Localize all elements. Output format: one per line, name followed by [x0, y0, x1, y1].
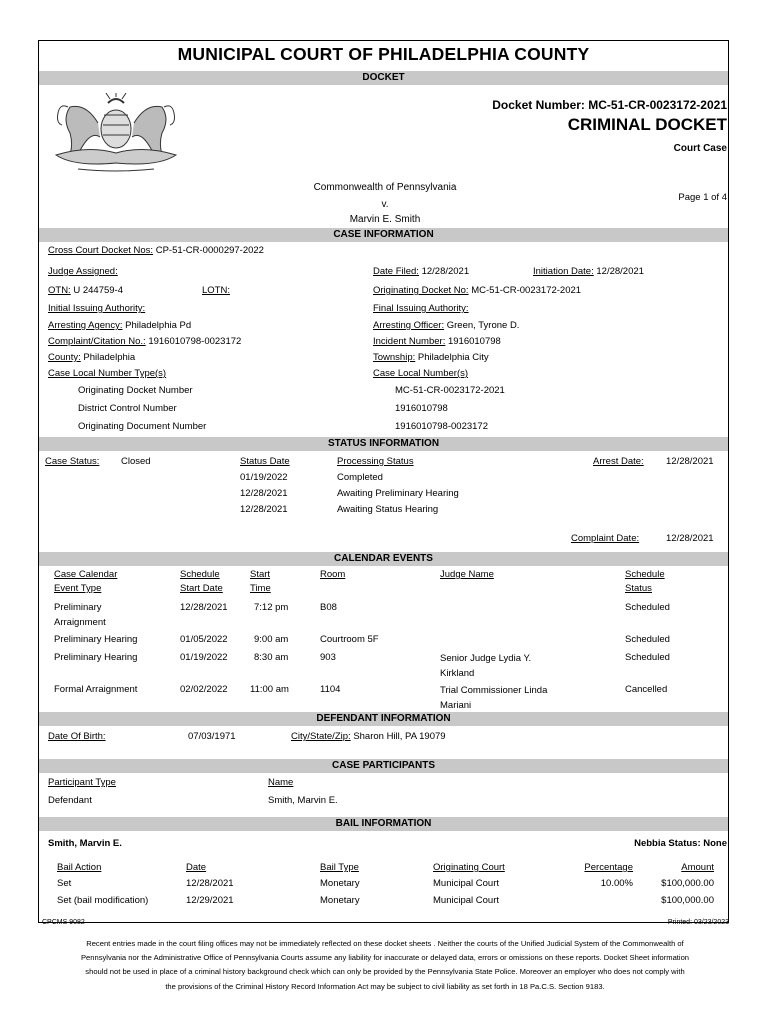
bail-information-bar: BAIL INFORMATION	[39, 817, 728, 831]
docket-number: Docket Number: MC-51-CR-0023172-2021	[492, 98, 727, 112]
page-indicator: Page 1 of 4	[678, 192, 727, 203]
local-number-1: 1916010798	[395, 403, 448, 414]
participant-type-header: Participant Type	[48, 777, 116, 788]
date-filed-row	[373, 266, 469, 277]
final-authority-label: Final Issuing Authority:	[373, 303, 469, 314]
initiation-date-value: 12/28/2021	[596, 266, 644, 277]
status-date-header: Status Date	[240, 456, 290, 467]
city-state-zip-label: City/State/Zip:	[291, 731, 351, 742]
local-number-0: MC-51-CR-0023172-2021	[395, 385, 505, 396]
cal-room-0: B08	[320, 602, 337, 613]
arresting-officer-label: Arresting Officer:	[373, 320, 445, 331]
originating-docket-row	[373, 285, 581, 296]
processing-status-1: Awaiting Preliminary Hearing	[337, 488, 459, 499]
cal-date-0: 12/28/2021	[180, 602, 228, 613]
cal-header-event2: Event Type	[54, 583, 102, 594]
originating-docket-label: Originating Docket No:	[373, 285, 469, 296]
cal-header-date1: Schedule	[180, 569, 220, 580]
originating-docket-value: MC-51-CR-0023172-2021	[471, 285, 582, 296]
bail-header-court: Originating Court	[433, 862, 505, 873]
cal-event-0-line1: Preliminary	[54, 602, 102, 613]
arresting-agency-value: Philadelphia Pd	[125, 320, 192, 331]
cal-time-3: 11:00 am	[250, 684, 289, 695]
case-status-value: Closed	[121, 456, 151, 467]
court-case-label: Court Case	[673, 143, 727, 154]
cal-status-3: Cancelled	[625, 684, 668, 695]
cal-header-date2: Start Date	[180, 583, 223, 594]
status-date-1: 12/28/2021	[240, 488, 288, 499]
initiation-date-row	[533, 266, 644, 277]
bail-action-0: Set	[57, 878, 72, 889]
processing-status-header: Processing Status	[337, 456, 414, 467]
township-row	[373, 352, 489, 363]
bail-amount-0: $100,000.00	[661, 878, 714, 889]
criminal-docket-title: CRIMINAL DOCKET	[567, 115, 727, 134]
cal-date-2: 01/19/2022	[180, 652, 228, 663]
status-date-2: 12/28/2021	[240, 504, 288, 515]
cal-room-3: 1104	[320, 684, 341, 695]
otn-row	[48, 285, 123, 296]
bail-date-0: 12/28/2021	[186, 878, 234, 889]
cal-date-3: 02/02/2022	[180, 684, 228, 695]
complaint-value: 1916010798-0023172	[148, 336, 242, 347]
cal-header-event1: Case Calendar	[54, 569, 118, 580]
cal-status-1: Scheduled	[625, 634, 670, 645]
pennsylvania-seal-icon	[48, 93, 184, 173]
dob-label: Date Of Birth:	[48, 731, 106, 742]
local-type-2: Originating Document Number	[78, 421, 207, 432]
cal-date-1: 01/05/2022	[180, 634, 228, 645]
cal-judge-3-line1: Trial Commissioner Linda	[440, 685, 548, 696]
city-state-zip-row	[291, 731, 446, 742]
complaint-label: Complaint/Citation No.:	[48, 336, 146, 347]
arresting-agency-label: Arresting Agency:	[48, 320, 123, 331]
arrest-date-value: 12/28/2021	[666, 456, 714, 467]
cal-header-time1: Start	[250, 569, 271, 580]
township-label: Township:	[373, 352, 416, 363]
otn-value: U 244759-4	[73, 285, 123, 296]
incident-row	[373, 336, 501, 347]
bail-header-type: Bail Type	[320, 862, 359, 873]
arrest-date-label: Arrest Date:	[593, 456, 644, 467]
initial-authority-label: Initial Issuing Authority:	[48, 303, 146, 314]
cal-event-1: Preliminary Hearing	[54, 634, 138, 645]
otn-label: OTN:	[48, 285, 71, 296]
local-type-1: District Control Number	[78, 403, 177, 414]
status-information-bar: STATUS INFORMATION	[39, 437, 728, 451]
bail-person: Smith, Marvin E.	[48, 838, 122, 849]
printed-date: Printed: 03/23/2023	[667, 919, 729, 926]
county-label: County:	[48, 352, 81, 363]
bail-header-percentage: Percentage	[584, 862, 633, 873]
bail-court-1: Municipal Court	[433, 895, 499, 906]
county-value: Philadelphia	[83, 352, 136, 363]
participant-name-value: Smith, Marvin E.	[268, 795, 338, 806]
cal-event-3: Formal Arraignment	[54, 684, 138, 695]
bail-date-1: 12/29/2021	[186, 895, 234, 906]
city-state-zip-value: Sharon Hill, PA 19079	[353, 731, 446, 742]
dob-value: 07/03/1971	[188, 731, 236, 742]
cross-court-label: Cross Court Docket Nos:	[48, 245, 154, 256]
date-filed-label: Date Filed:	[373, 266, 419, 277]
local-type-label: Case Local Number Type(s)	[48, 368, 167, 379]
calendar-events-bar: CALENDAR EVENTS	[39, 552, 728, 566]
bail-action-1: Set (bail modification)	[57, 895, 149, 906]
participant-name-header: Name	[268, 777, 294, 788]
complaint-row	[48, 336, 241, 347]
cal-time-1: 9:00 am	[254, 634, 289, 645]
cross-court-row	[48, 245, 264, 256]
cal-room-2: 903	[320, 652, 336, 663]
disclaimer-text: Recent entries made in the court filing offices may not be immediately reflected on these docket sheets . Neither the courts of the Unified Judicial System of the Commonwealth of Pennsylvania nor the Administrative Office of Pennsylvania Courts assume any liability for inaccurate or delayed data, errors or omissions on these reports. Docket Sheet information should not be used in place of a criminal history background check which can only be provided by the Pennsylvania State Police. Moreover an employer who does not comply with the provisions of the Criminal History Record Information Act may be subject to civil liability as set forth in 18 Pa.C.S. Section 9183.	[80, 939, 690, 991]
complaint-date-label: Complaint Date:	[571, 533, 640, 544]
date-filed-value: 12/28/2021	[421, 266, 470, 277]
participant-type-value: Defendant	[48, 795, 92, 806]
township-value: Philadelphia City	[417, 352, 489, 363]
caption-line2: v.	[381, 199, 389, 210]
form-number: CPCMS 9082	[42, 919, 85, 926]
judge-assigned-label: Judge Assigned:	[48, 266, 118, 277]
cal-status-0: Scheduled	[625, 602, 670, 613]
processing-status-2: Awaiting Status Hearing	[337, 504, 439, 515]
incident-value: 1916010798	[447, 336, 501, 347]
defendant-information-bar: DEFENDANT INFORMATION	[39, 712, 728, 726]
cal-event-2: Preliminary Hearing	[54, 652, 138, 663]
local-number-label: Case Local Number(s)	[373, 368, 469, 379]
bail-type-0: Monetary	[320, 878, 360, 889]
status-date-0: 01/19/2022	[240, 472, 288, 483]
initiation-date-label: Initiation Date:	[533, 266, 594, 277]
bail-type-1: Monetary	[320, 895, 360, 906]
bail-header-amount: Amount	[681, 862, 714, 873]
arresting-officer-value: Green, Tyrone D.	[446, 320, 520, 331]
court-title: MUNICIPAL COURT OF PHILADELPHIA COUNTY	[177, 44, 590, 64]
arresting-officer-row	[373, 320, 519, 331]
bail-header-action: Bail Action	[57, 862, 102, 873]
bail-court-0: Municipal Court	[433, 878, 499, 889]
cal-header-room: Room	[320, 569, 346, 580]
caption-line3: Marvin E. Smith	[349, 214, 421, 225]
cal-judge-2-line2: Kirkland	[440, 668, 475, 679]
case-participants-bar: CASE PARTICIPANTS	[39, 759, 728, 773]
cal-header-judge: Judge Name	[440, 569, 494, 580]
cal-time-2: 8:30 am	[254, 652, 289, 663]
cal-judge-3-line2: Mariani	[440, 700, 472, 711]
cal-room-1: Courtroom 5F	[320, 634, 379, 645]
case-information-bar: CASE INFORMATION	[39, 228, 728, 242]
lotn-label: LOTN:	[202, 285, 230, 296]
bail-header-date: Date	[186, 862, 207, 873]
cal-time-0: 7:12 pm	[254, 602, 289, 613]
bail-percentage-0: 10.00%	[600, 878, 633, 889]
nebbia-status: Nebbia Status: None	[634, 838, 727, 849]
processing-status-0: Completed	[337, 472, 383, 483]
complaint-date-value: 12/28/2021	[666, 533, 714, 544]
cross-court-value: CP-51-CR-0000297-2022	[155, 245, 264, 256]
local-number-2: 1916010798-0023172	[395, 421, 488, 432]
docket-bar: DOCKET	[39, 71, 728, 85]
case-status-label: Case Status:	[45, 456, 100, 467]
cal-judge-2-line1: Senior Judge Lydia Y.	[440, 653, 532, 664]
cal-header-status2: Status	[625, 583, 652, 594]
bail-amount-1: $100,000.00	[661, 895, 714, 906]
cal-header-time2: Time	[250, 583, 271, 594]
cal-header-status1: Schedule	[625, 569, 665, 580]
caption-line1: Commonwealth of Pennsylvania	[313, 182, 457, 193]
local-type-0: Originating Docket Number	[78, 385, 193, 396]
incident-label: Incident Number:	[373, 336, 446, 347]
cal-event-0-line2: Arraignment	[54, 617, 106, 628]
arresting-agency-row	[48, 320, 191, 331]
county-row	[48, 352, 135, 363]
cal-status-2: Scheduled	[625, 652, 670, 663]
